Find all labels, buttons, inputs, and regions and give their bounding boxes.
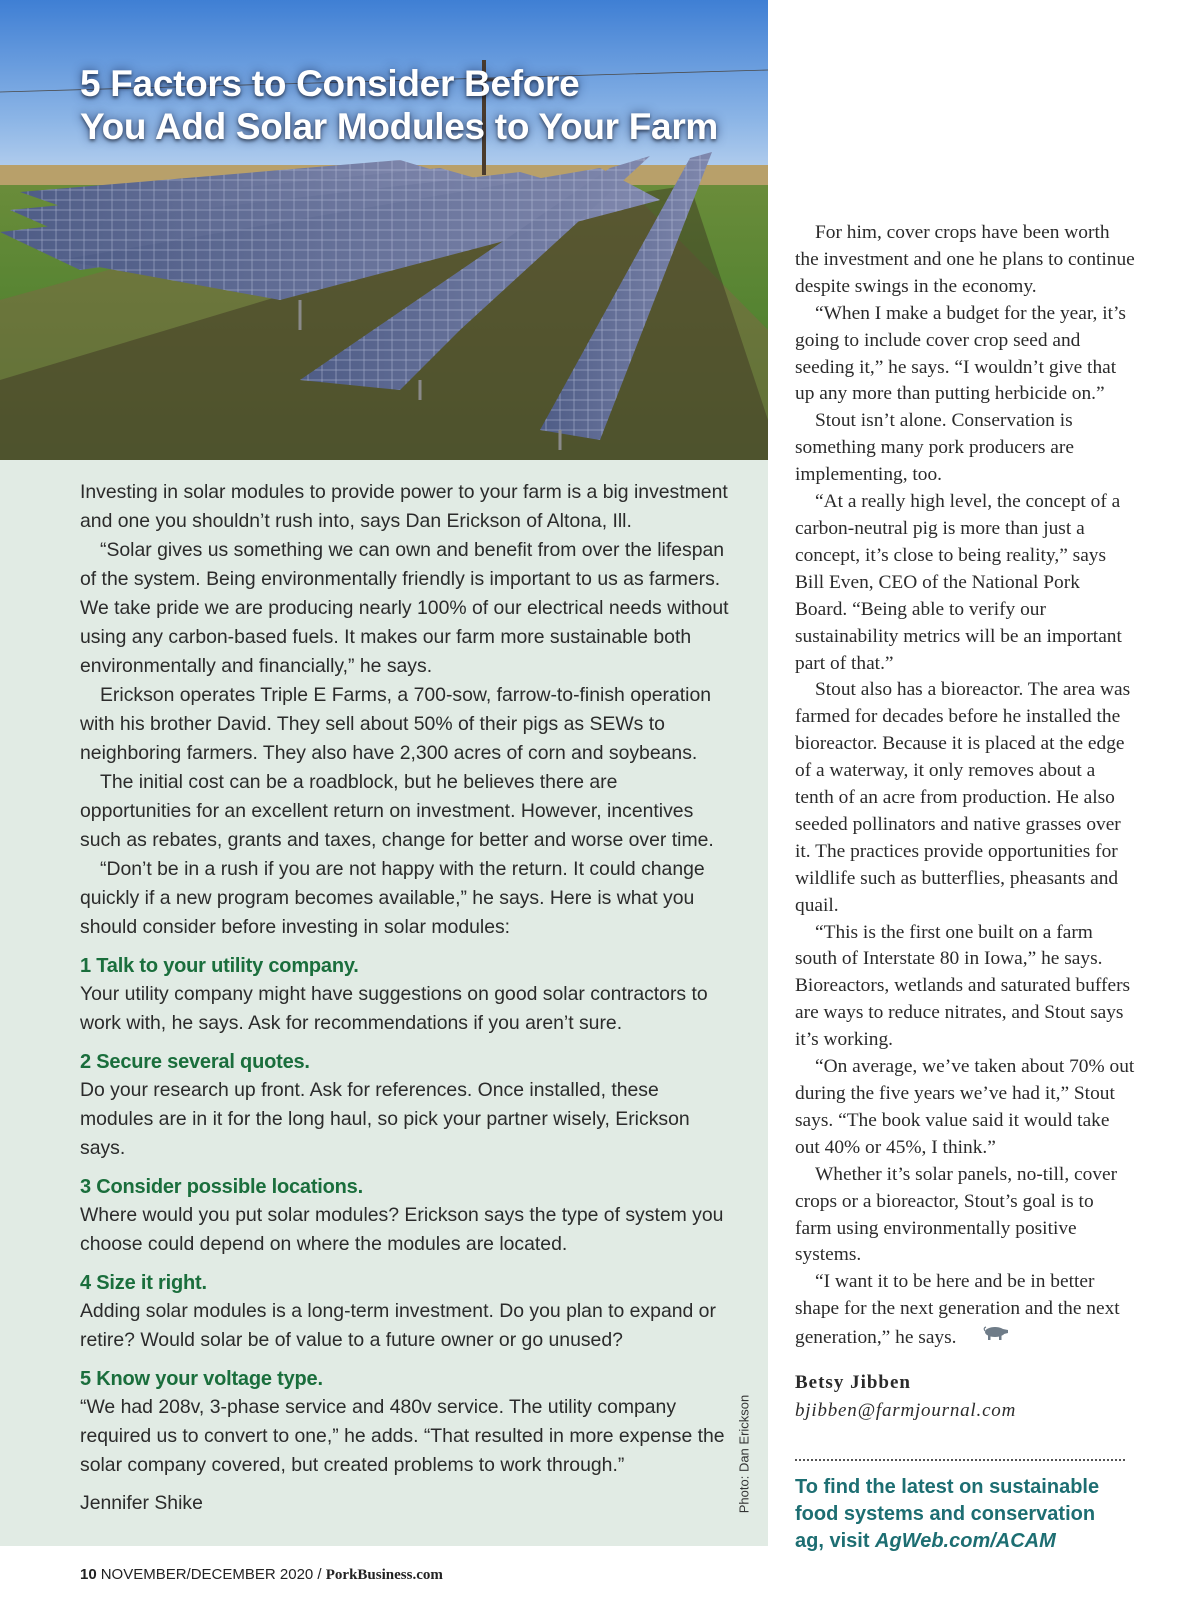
article-body xyxy=(80,478,730,1480)
continued-column xyxy=(795,220,1135,1352)
intro-paragraph: The initial cost can be a roadblock, but he believes there are opportunities for an excellent return on investment. However, incentives such as rebates, grants and taxes, change for better and worse over time. xyxy=(80,771,714,851)
factor-text-5: “We had 208v, 3-phase service and 480v service. The utility company required us to convert to one,” he adds. “That resulted in more expense the solar company covered, but created problems to work through.” xyxy=(80,1396,725,1476)
factor-heading-5: 5 Know your voltage type. xyxy=(80,1368,323,1390)
byline: Jennifer Shike xyxy=(80,1492,203,1514)
closing-quote: “I want it to be here and be in better shape for the next generation and the next generation,” he says. xyxy=(795,1271,1120,1349)
promo-text: To find the latest on sustainable food systems and conservation ag, visit xyxy=(795,1476,1100,1552)
page-footer xyxy=(80,1566,443,1584)
dotted-divider xyxy=(795,1459,1125,1461)
factor-heading-2: 2 Secure several quotes. xyxy=(80,1051,310,1073)
factor-text-4: Adding solar modules is a long-term investment. Do you plan to expand or retire? Would solar be of value to a future owner or go unused? xyxy=(80,1300,716,1351)
headline-line-2: You Add Solar Modules to Your Farm xyxy=(80,106,719,147)
author-name: Betsy Jibben xyxy=(795,1372,911,1393)
intro-paragraph: “Don’t be in a rush if you are not happy with the return. It could change quickly if a new program becomes available,” he says. Here is what you should consider before investing in solar modules: xyxy=(80,858,705,938)
factor-text-2: Do your research up front. Ask for references. Once installed, these modules are in it for the long haul, so pick your partner wisely, Erickson says. xyxy=(80,1079,690,1159)
column-paragraph: For him, cover crops have been worth the investment and one he plans to continue despite swings in the economy. xyxy=(795,222,1135,297)
column-paragraph: Stout isn’t alone. Conservation is something many pork producers are implementing, too. xyxy=(795,410,1074,486)
headline-line-1: 5 Factors to Consider Before xyxy=(80,63,580,104)
column-paragraph: “This is the first one built on a farm south of Interstate 80 in Iowa,” he says. Bioreactors, wetlands and saturated buffers are ways to reduce nitrates, and Stout says it’s working. xyxy=(795,921,1131,1051)
pig-icon xyxy=(963,1323,1009,1350)
promo-callout xyxy=(795,1474,1125,1555)
column-paragraph: Stout also has a bioreactor. The area was farmed for decades before he installed the bioreactor. Because it is placed at the edge of a waterway, it only removes about a tenth of an acre from production. He also seeded pollinators and native grasses over it. The practices provide opportunities for wildlife such as butterflies, pheasants and quail. xyxy=(795,679,1131,916)
factor-heading-3: 3 Consider possible locations. xyxy=(80,1176,363,1198)
column-paragraph: “On average, we’ve taken about 70% out during the five years we’ve had it,” Stout says. “The book value said it would take out 40% or 45%, I think.” xyxy=(795,1056,1135,1158)
factor-text-1: Your utility company might have suggestions on good solar contractors to work with, he says. Ask for recommendations if you aren’t sure. xyxy=(80,983,708,1034)
factor-heading-4: 4 Size it right. xyxy=(80,1272,207,1294)
promo-link[interactable]: AgWeb.com/ACAM xyxy=(875,1530,1056,1552)
photo-credit: Photo: Dan Erickson xyxy=(736,1394,752,1514)
intro-paragraph: Investing in solar modules to provide power to your farm is a big investment and one you shouldn’t rush into, says Dan Erickson of Altona, Ill. xyxy=(80,481,728,532)
column-paragraph: “When I make a budget for the year, it’s going to include cover crop seed and seeding it,” he says. “I wouldn’t give that up any more than putting herbicide on.” xyxy=(795,302,1126,405)
column-paragraph: Whether it’s solar panels, no-till, cover crops or a bioreactor, Stout’s goal is to farm using environmentally positive systems. xyxy=(795,1163,1118,1266)
solar-field-photo xyxy=(0,0,768,460)
headline xyxy=(80,62,740,148)
factor-heading-1: 1 Talk to your utility company. xyxy=(80,955,359,977)
column-paragraph-last xyxy=(795,1269,1135,1352)
publication-site: PorkBusiness.com xyxy=(325,1567,443,1583)
issue-date: NOVEMBER/DECEMBER 2020 / xyxy=(100,1566,322,1583)
column-paragraph: “At a really high level, the concept of a carbon-neutral pig is more than just a concept, it’s close to being reality,” says Bill Even, CEO of the National Pork Board. “Being able to verify our sustainability metrics will be an important part of that.” xyxy=(795,491,1122,674)
intro-paragraph: Erickson operates Triple E Farms, a 700-sow, farrow-to-finish operation with his brother David. They sell about 50% of their pigs as SEWs to neighboring farmers. They also have 2,300 acres of corn and soybeans. xyxy=(80,684,712,764)
intro-paragraph: “Solar gives us something we can own and benefit from over the lifespan of the system. Being environmentally friendly is important to us as farmers. We take pride we are producing nearly 100% of our electrical needs without using any carbon-based fuels. It makes our farm more sustainable both environmentally and financially,” he says. xyxy=(80,539,729,677)
page-number: 10 xyxy=(80,1566,97,1583)
factor-text-3: Where would you put solar modules? Erickson says the type of system you choose could depend on where the modules are located. xyxy=(80,1204,724,1255)
author-email[interactable]: bjibben@farmjournal.com xyxy=(795,1400,1017,1421)
